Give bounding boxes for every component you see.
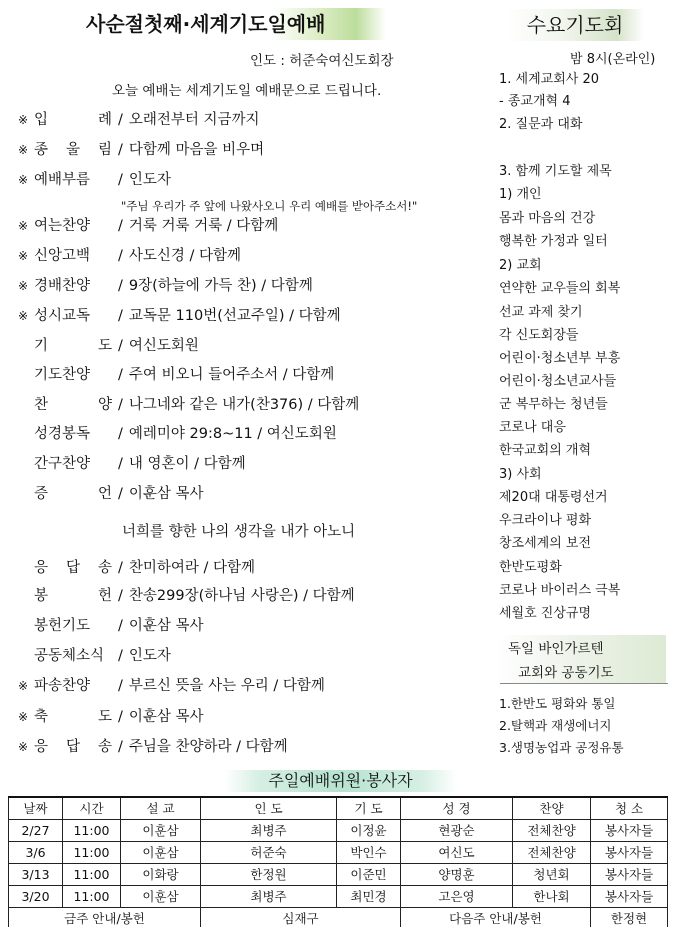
prayer-item: 어린이·청소년교사들 xyxy=(499,374,617,389)
service-title: 사순절첫째·세계기도일예배 xyxy=(86,8,386,40)
order-item-separator: / xyxy=(118,618,123,634)
weingarten-prayer-item: 1.한반도 평화와 통일 xyxy=(499,696,616,711)
order-item-content: 나그네와 같은 내가(찬376) / 다함께 xyxy=(128,397,360,413)
order-item xyxy=(18,211,278,241)
order-item-content: 사도신경 / 다함께 xyxy=(128,248,242,264)
order-item-label xyxy=(34,419,112,449)
column-header: 설 교 xyxy=(121,797,201,819)
table-cell: 3/13 xyxy=(9,863,63,885)
order-item-label xyxy=(34,553,112,583)
standing-mark: ※ xyxy=(18,249,29,263)
order-item-label-part: 파송찬양 xyxy=(34,678,91,694)
order-item-label xyxy=(34,479,112,509)
order-item-label xyxy=(34,301,112,331)
order-item-separator: / xyxy=(118,248,123,264)
order-item-separator: / xyxy=(118,338,123,354)
order-item-content: 이훈삼 목사 xyxy=(128,618,204,634)
order-item-label-part: 여는찬양 xyxy=(34,218,91,234)
table-cell: 한정원 xyxy=(201,863,337,885)
order-item xyxy=(18,301,341,331)
column-header: 시간 xyxy=(63,797,121,819)
table-cell: 최병주 xyxy=(201,819,337,841)
table-cell: 3/20 xyxy=(9,885,63,907)
order-item xyxy=(18,360,334,390)
table-cell: 11:00 xyxy=(63,863,121,885)
order-item-label-part: 헌 xyxy=(97,588,112,604)
order-item-label-part: 답 xyxy=(65,739,80,755)
column-header: 기 도 xyxy=(337,797,401,819)
order-item-separator: / xyxy=(118,588,123,604)
table-cell: 이정윤 xyxy=(337,819,401,841)
order-item-label xyxy=(34,271,112,301)
table-row xyxy=(9,819,668,841)
prayer-item: 몸과 마음의 건강 xyxy=(499,211,596,226)
table-cell: 봉사자들 xyxy=(591,841,668,863)
order-item xyxy=(18,732,288,762)
order-item-label-part: 종 xyxy=(34,142,49,158)
standing-mark: ※ xyxy=(18,173,29,187)
order-item-content: 이훈삼 목사 xyxy=(128,709,204,725)
table-cell: 전체찬양 xyxy=(513,819,591,841)
prayer-item: 선교 과제 찾기 xyxy=(499,305,583,320)
schedule-table xyxy=(8,796,668,927)
order-item-label-part: 성경봉독 xyxy=(34,426,91,442)
table-cell: 여신도 xyxy=(401,841,513,863)
table-cell: 최민경 xyxy=(337,885,401,907)
order-item xyxy=(18,611,204,641)
order-item-separator: / xyxy=(118,172,123,188)
order-item-label xyxy=(34,641,112,671)
order-item xyxy=(18,331,199,361)
table-footer-row xyxy=(9,907,668,927)
table-cell: 이화랑 xyxy=(121,863,201,885)
order-item-label-part: 기도찬양 xyxy=(34,367,91,383)
column-header: 인 도 xyxy=(201,797,337,819)
prayer-item: 창조세계의 보전 xyxy=(499,536,592,551)
sermon-subtitle: 너희를 향한 나의 생각을 내가 아노니 xyxy=(122,524,356,540)
order-item-content: 내 영혼이 / 다함께 xyxy=(128,456,246,472)
standing-mark: ※ xyxy=(18,740,29,754)
standing-mark: ※ xyxy=(18,219,29,233)
order-item-label xyxy=(34,360,112,390)
side-title: 수요기도회 xyxy=(506,9,644,41)
order-item-separator: / xyxy=(118,308,123,324)
order-item-content: 오래전부터 지금까지 xyxy=(128,112,260,128)
order-item-label-part: 언 xyxy=(97,486,112,502)
table-row xyxy=(9,885,668,907)
order-item xyxy=(18,702,204,732)
table-cell: 2/27 xyxy=(9,819,63,841)
weingarten-prayer-item: 3.생명농업과 공정유통 xyxy=(499,740,624,755)
table-cell: 11:00 xyxy=(63,841,121,863)
order-item xyxy=(18,641,171,671)
order-item-label xyxy=(34,331,112,361)
order-item-separator: / xyxy=(118,218,123,234)
table-cell: 이훈삼 xyxy=(121,819,201,841)
order-item-label-part: 송 xyxy=(97,739,112,755)
table-cell: 허준숙 xyxy=(201,841,337,863)
prayer-item: 코로나 바이러스 극복 xyxy=(499,583,621,598)
order-item-label xyxy=(34,165,112,195)
order-item-separator: / xyxy=(118,278,123,294)
order-item-label-part: 증 xyxy=(34,486,49,502)
table-cell: 최병주 xyxy=(201,885,337,907)
order-item-content: 찬송299장(하나님 사랑은) / 다함께 xyxy=(128,588,355,604)
order-item-label-part: 응 xyxy=(34,560,49,576)
order-item-content: 여신도회원 xyxy=(128,338,199,354)
order-item-content: 거룩 거룩 거룩 / 다함께 xyxy=(128,218,279,234)
order-item-separator: / xyxy=(118,397,123,413)
order-item-separator: / xyxy=(118,426,123,442)
order-item xyxy=(18,479,204,509)
table-cell: 봉사자들 xyxy=(591,885,668,907)
order-item-label-part: 기 xyxy=(34,338,49,354)
order-item-label xyxy=(34,211,112,241)
leader-line: 인도 : 허준숙여신도회장 xyxy=(250,53,394,69)
weingarten-title-line2: 교회와 공동기도 xyxy=(518,665,614,681)
prayer-item: 어린이·청소년부 부흥 xyxy=(499,351,621,366)
order-item-separator: / xyxy=(118,486,123,502)
table-cell: 고은영 xyxy=(401,885,513,907)
order-item-separator: / xyxy=(118,678,123,694)
order-item-label xyxy=(34,671,112,701)
order-item xyxy=(18,105,260,135)
order-item-label xyxy=(34,702,112,732)
table-cell: 청년회 xyxy=(513,863,591,885)
order-item-label-part: 도 xyxy=(97,338,112,354)
prayer-item: 우크라이나 평화 xyxy=(499,513,592,528)
prayer-item: 1) 개인 xyxy=(499,187,542,202)
table-cell: 이훈삼 xyxy=(121,885,201,907)
order-item-content: 인도자 xyxy=(128,172,171,188)
order-item-label-part: 성시교독 xyxy=(34,308,91,324)
footer-cell: 한정현 xyxy=(591,907,668,927)
order-item-label-part: 답 xyxy=(65,560,80,576)
prayer-item: 세월호 진상규명 xyxy=(499,606,592,621)
table-cell: 봉사자들 xyxy=(591,819,668,841)
prayer-item: - 종교개혁 4 xyxy=(499,94,571,109)
order-item xyxy=(18,241,241,271)
call-to-worship-quote: "주님 우리가 주 앞에 나왔사오니 우리 예배를 받아주소서!" xyxy=(121,199,418,213)
order-item-content: 다함께 마음을 비우며 xyxy=(128,142,265,158)
column-header: 성 경 xyxy=(401,797,513,819)
order-item-label-part: 울 xyxy=(65,142,80,158)
order-item-separator: / xyxy=(118,142,123,158)
weingarten-prayer-item: 2.탈핵과 재생에너지 xyxy=(499,718,612,733)
order-item-separator: / xyxy=(118,648,123,664)
order-item-label-part: 양 xyxy=(97,397,112,413)
order-item-label-part: 도 xyxy=(97,709,112,725)
table-cell: 3/6 xyxy=(9,841,63,863)
table-cell: 이준민 xyxy=(337,863,401,885)
standing-mark: ※ xyxy=(18,309,29,323)
order-item-label-part: 간구찬양 xyxy=(34,456,91,472)
order-item xyxy=(18,553,255,583)
table-row xyxy=(9,863,668,885)
order-item-label-part: 찬 xyxy=(34,397,49,413)
footer-cell: 심재구 xyxy=(201,907,401,927)
order-item xyxy=(18,671,325,701)
order-item xyxy=(18,419,337,449)
order-item-label-part: 입 xyxy=(34,112,49,128)
intro-text: 오늘 예배는 세계기도일 예배문으로 드립니다. xyxy=(112,83,382,99)
order-item-separator: / xyxy=(118,112,123,128)
order-item-label-part: 례 xyxy=(97,112,112,128)
order-item xyxy=(18,271,313,301)
order-item-label xyxy=(34,449,112,479)
order-item-label xyxy=(34,241,112,271)
prayer-item: 군 복무하는 청년들 xyxy=(499,397,608,412)
table-header-row xyxy=(9,797,668,819)
table-cell: 전체찬양 xyxy=(513,841,591,863)
weingarten-title-line1: 독일 바인가르텐 xyxy=(508,641,604,657)
prayer-item: 코로나 대응 xyxy=(499,420,566,435)
standing-mark: ※ xyxy=(18,710,29,724)
order-item-content: 이훈삼 목사 xyxy=(128,486,204,502)
order-item-label-part: 응 xyxy=(34,739,49,755)
order-item-label-part: 예배부름 xyxy=(34,172,91,188)
order-item-content: 9장(하늘에 가득 찬) / 다함께 xyxy=(128,278,313,294)
prayer-item: 제20대 대통령선거 xyxy=(499,490,608,505)
order-item-label-part: 봉 xyxy=(34,588,49,604)
order-item-label-part: 신앙고백 xyxy=(34,248,91,264)
order-item-content: 찬미하여라 / 다함께 xyxy=(128,560,256,576)
prayer-item: 3. 함께 기도할 제목 xyxy=(499,164,612,179)
prayer-item: 한국교회의 개혁 xyxy=(499,443,592,458)
order-item xyxy=(18,390,359,420)
standing-mark: ※ xyxy=(18,679,29,693)
order-item-separator: / xyxy=(118,709,123,725)
order-item-separator: / xyxy=(118,560,123,576)
order-item-label xyxy=(34,581,112,611)
order-item-label-part: 송 xyxy=(97,560,112,576)
order-item xyxy=(18,135,264,165)
prayer-item: 3) 사회 xyxy=(499,467,542,482)
order-item-label-part: 공동체소식 xyxy=(34,648,105,664)
standing-mark: ※ xyxy=(18,143,29,157)
prayer-item: 한반도평화 xyxy=(499,560,562,575)
side-time: 밤 8시(온라인) xyxy=(570,52,656,67)
table-cell: 11:00 xyxy=(63,819,121,841)
table-row xyxy=(9,841,668,863)
table-cell: 현광순 xyxy=(401,819,513,841)
order-item-label xyxy=(34,732,112,762)
order-item xyxy=(18,581,355,611)
order-item-content: 교독문 110번(선교주일) / 다함께 xyxy=(128,308,341,324)
standing-mark: ※ xyxy=(18,279,29,293)
order-item-content: 인도자 xyxy=(128,648,171,664)
order-item-content: 예레미야 29:8~11 / 여신도회원 xyxy=(128,426,337,442)
divider xyxy=(500,683,668,684)
standing-mark: ※ xyxy=(18,113,29,127)
order-item-label xyxy=(34,390,112,420)
order-item-label xyxy=(34,611,112,641)
order-item-label-part: 축 xyxy=(34,709,49,725)
order-item xyxy=(18,165,171,195)
order-item-label-part: 경배찬양 xyxy=(34,278,91,294)
prayer-item: 1. 세계교회사 20 xyxy=(499,72,600,87)
table-cell: 양명훈 xyxy=(401,863,513,885)
order-item-label-part: 림 xyxy=(97,142,112,158)
weingarten-prayer-list xyxy=(499,693,624,759)
prayer-item: 연약한 교우들의 회복 xyxy=(499,281,621,296)
schedule-title: 주일예배위원·봉사자 xyxy=(224,770,457,792)
order-item-content: 부르신 뜻을 사는 우리 / 다함께 xyxy=(128,678,325,694)
table-cell: 봉사자들 xyxy=(591,863,668,885)
column-header: 찬양 xyxy=(513,797,591,819)
column-header: 날짜 xyxy=(9,797,63,819)
order-item-label xyxy=(34,135,112,165)
prayer-item: 2) 교회 xyxy=(499,258,542,273)
order-item-separator: / xyxy=(118,739,123,755)
table-cell: 이훈삼 xyxy=(121,841,201,863)
table-cell: 한나회 xyxy=(513,885,591,907)
order-item-label-part: 봉헌기도 xyxy=(34,618,91,634)
table-cell: 11:00 xyxy=(63,885,121,907)
order-item-label xyxy=(34,105,112,135)
order-item-content: 주여 비오니 들어주소서 / 다함께 xyxy=(128,367,335,383)
prayer-item: 행복한 가정과 일터 xyxy=(499,234,608,249)
order-item-separator: / xyxy=(118,456,123,472)
footer-cell: 다음주 안내/봉헌 xyxy=(401,907,591,927)
footer-cell: 금주 안내/봉헌 xyxy=(9,907,201,927)
prayer-item: 각 신도회장들 xyxy=(499,328,579,343)
order-item xyxy=(18,449,246,479)
prayer-item: 2. 질문과 대화 xyxy=(499,117,583,132)
order-item-separator: / xyxy=(118,367,123,383)
order-item-content: 주님을 찬양하라 / 다함께 xyxy=(128,739,288,755)
column-header: 청 소 xyxy=(591,797,668,819)
table-cell: 박인수 xyxy=(337,841,401,863)
